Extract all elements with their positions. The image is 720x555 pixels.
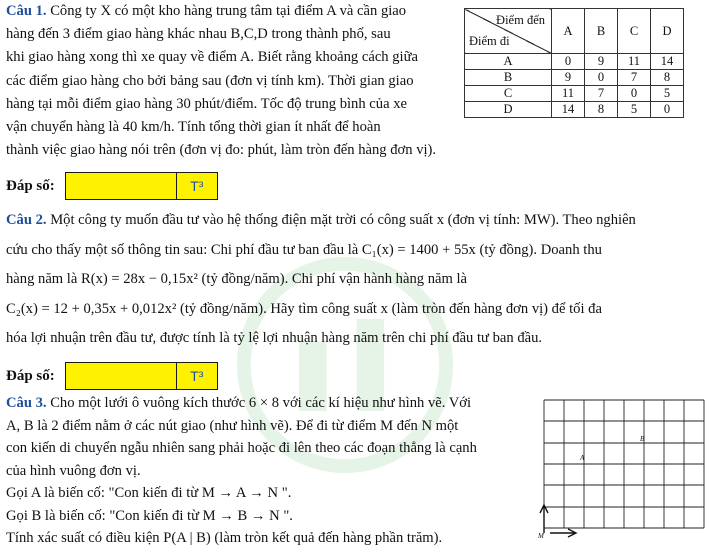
lattice-grid-figure — [530, 395, 720, 545]
question-2-line: hàng năm là R(x) = 28x − 0,15x² (tỷ đồng/năm). Chi phí vận hành hàng năm là — [6, 271, 468, 287]
table-cell: 11 — [552, 86, 585, 102]
row-header: A — [465, 54, 552, 70]
answer-box[interactable] — [65, 172, 218, 200]
corner-to-label: Điểm đến — [496, 13, 545, 27]
answer-row-1 — [6, 172, 218, 200]
table-cell: 5 — [651, 86, 684, 102]
distance-table — [464, 8, 684, 118]
answer-label: Đáp số: — [6, 177, 55, 194]
table-cell: 14 — [651, 54, 684, 70]
table-corner-header — [465, 9, 552, 54]
answer-input[interactable] — [66, 173, 177, 199]
question-3-line: Gọi B là biến cố: "Con kiến đi từ M → B → N ". — [6, 507, 293, 524]
point-b-label: B — [640, 435, 645, 443]
question-1-line: vận chuyển hàng là 40 km/h. Tính tổng thời gian ít nhất để hoàn — [6, 119, 381, 136]
question-3-line: A, B là 2 điểm nằm ở các nút giao (như hình vẽ). Để đi từ điểm M đến N một — [6, 417, 459, 434]
row-header: B — [465, 70, 552, 86]
answer-box[interactable] — [65, 362, 218, 390]
column-header: C — [618, 9, 651, 54]
question-3-line: của hình vuông đơn vị. — [6, 462, 141, 479]
answer-tag: T³ — [177, 363, 217, 389]
table-cell: 14 — [552, 102, 585, 118]
question-1-line: khi giao hàng xong thì xe quay về điểm A. Biết rằng khoảng cách giữa — [6, 49, 418, 66]
point-a-label: A — [580, 454, 585, 462]
question-2-label: Câu 2. — [6, 212, 47, 228]
question-3-line: Gọi A là biến cố: "Con kiến đi từ M → A → N ". — [6, 485, 292, 501]
question-2-line: Một công ty muốn đầu tư vào hệ thống điện mặt trời có công suất x (đơn vị tính: MW). Theo nghiên — [50, 212, 636, 228]
question-2-line: hóa lợi nhuận trên đầu tư, được tính là tỷ lệ lợi nhuận hàng năm trên chi phí đầu tư ban đầu. — [6, 330, 543, 346]
question-1-line: thành việc giao hàng nói trên (đơn vị đo: phút, làm tròn đến hàng đơn vị). — [6, 142, 437, 159]
question-1-line: hàng đến 3 điểm giao hàng khác nhau B,C,D trong thành phố, sau — [6, 26, 391, 43]
table-cell: 0 — [618, 86, 651, 102]
question-3-line: Tính xác suất có điều kiện P(A | B) (làm tròn kết quả đến hàng phần trăm). — [6, 530, 443, 546]
answer-input[interactable] — [66, 363, 177, 389]
arrow-up-icon — [540, 505, 548, 533]
table-cell: 5 — [618, 102, 651, 118]
table-cell: 0 — [552, 54, 585, 70]
table-cell: 0 — [651, 102, 684, 118]
answer-label: Đáp số: — [6, 367, 55, 384]
question-1-line: các điểm giao hàng cho bởi bảng sau (đơn vị tính km). Thời gian giao — [6, 72, 414, 89]
question-2-text — [6, 206, 636, 354]
table-row — [465, 102, 684, 118]
answer-row-2 — [6, 362, 218, 390]
question-3-line: con kiến di chuyển ngẫu nhiên sang phải hoặc đi lên theo các đoạn thẳng là cạnh — [6, 440, 477, 456]
question-2-line: cứu cho thấy một số thông tin sau: Chi phí đầu tư ban đầu là C₁(x) = 1400 + 55x (tỷ đồng). Doanh thu — [6, 241, 602, 258]
table-cell: 0 — [585, 70, 618, 86]
grid-lines — [544, 400, 704, 528]
question-3-text — [6, 392, 477, 550]
corner-from-label: Điểm đi — [469, 34, 510, 48]
question-1-line: hàng tại mỗi điểm giao hàng 30 phút/điểm. Tốc độ trung bình của xe — [6, 95, 407, 112]
question-3-line: Cho một lưới ô vuông kích thước 6 × 8 với các kí hiệu như hình vẽ. Với — [50, 395, 472, 411]
table-cell: 8 — [585, 102, 618, 118]
column-header: B — [585, 9, 618, 54]
row-header: C — [465, 86, 552, 102]
question-1-line: Công ty X có một kho hàng trung tâm tại điểm A và cần giao — [50, 3, 407, 19]
point-m-label: M — [538, 532, 544, 540]
table-cell: 9 — [585, 54, 618, 70]
table-cell: 7 — [618, 70, 651, 86]
question-1-label: Câu 1. — [6, 3, 47, 19]
table-cell: 9 — [552, 70, 585, 86]
question-3-label: Câu 3. — [6, 395, 47, 411]
table-cell: 7 — [585, 86, 618, 102]
arrow-right-icon — [550, 529, 576, 537]
table-cell: 11 — [618, 54, 651, 70]
table-row — [465, 54, 684, 70]
row-header: D — [465, 102, 552, 118]
column-header: A — [552, 9, 585, 54]
question-1-text — [6, 0, 436, 162]
question-2-line: C₂(x) = 12 + 0,35x + 0,012x² (tỷ đồng/năm). Hãy tìm công suất x (làm tròn đến hàng đơn vị) để tối đa — [6, 300, 602, 317]
table-row — [465, 86, 684, 102]
table-cell: 8 — [651, 70, 684, 86]
table-row — [465, 70, 684, 86]
column-header: D — [651, 9, 684, 54]
answer-tag: T³ — [177, 173, 217, 199]
